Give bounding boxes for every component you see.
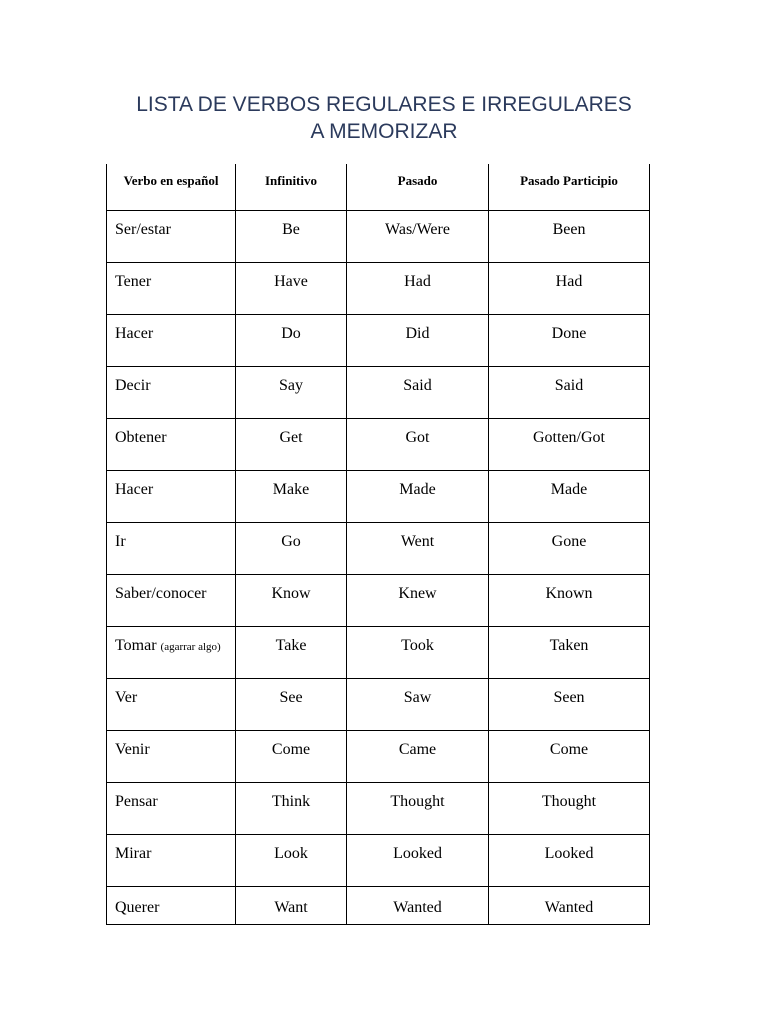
cell-infinitive: Have <box>236 262 347 314</box>
cell-past: Made <box>347 470 489 522</box>
cell-past-participle: Made <box>489 470 650 522</box>
cell-past: Looked <box>347 834 489 886</box>
cell-spanish <box>107 626 236 678</box>
cell-past: Saw <box>347 678 489 730</box>
cell-spanish: Hacer <box>107 314 236 366</box>
table-row <box>107 574 650 626</box>
cell-infinitive: Want <box>236 886 347 924</box>
cell-spanish: Querer <box>107 886 236 924</box>
cell-spanish: Pensar <box>107 782 236 834</box>
header-pasado: Pasado <box>347 164 489 210</box>
cell-past-participle: Had <box>489 262 650 314</box>
table-row <box>107 366 650 418</box>
cell-spanish: Hacer <box>107 470 236 522</box>
table-row <box>107 470 650 522</box>
cell-past: Thought <box>347 782 489 834</box>
cell-infinitive: Say <box>236 366 347 418</box>
header-pasado-participio: Pasado Participio <box>489 164 650 210</box>
table-row <box>107 886 650 924</box>
cell-past-participle: Taken <box>489 626 650 678</box>
cell-past-participle: Done <box>489 314 650 366</box>
cell-past-participle: Seen <box>489 678 650 730</box>
cell-spanish: Tener <box>107 262 236 314</box>
cell-past: Had <box>347 262 489 314</box>
table-row <box>107 834 650 886</box>
cell-spanish: Ver <box>107 678 236 730</box>
cell-infinitive: Come <box>236 730 347 782</box>
cell-spanish: Mirar <box>107 834 236 886</box>
verb-table <box>106 164 650 925</box>
cell-past: Got <box>347 418 489 470</box>
cell-spanish: Ser/estar <box>107 210 236 262</box>
cell-past: Took <box>347 626 489 678</box>
cell-infinitive: Go <box>236 522 347 574</box>
cell-spanish: Obtener <box>107 418 236 470</box>
cell-past-participle: Looked <box>489 834 650 886</box>
cell-past: Went <box>347 522 489 574</box>
cell-infinitive: Make <box>236 470 347 522</box>
cell-past-participle: Known <box>489 574 650 626</box>
cell-infinitive: Get <box>236 418 347 470</box>
cell-past: Wanted <box>347 886 489 924</box>
cell-infinitive: Take <box>236 626 347 678</box>
table-row <box>107 678 650 730</box>
header-infinitivo: Infinitivo <box>236 164 347 210</box>
cell-infinitive: Be <box>236 210 347 262</box>
cell-spanish-verb: Tomar <box>115 636 157 654</box>
table-row <box>107 626 650 678</box>
cell-past: Did <box>347 314 489 366</box>
header-verbo-espanol: Verbo en español <box>107 164 236 210</box>
cell-past-participle: Gotten/Got <box>489 418 650 470</box>
page-title <box>0 91 768 145</box>
table-row <box>107 730 650 782</box>
cell-past-participle: Been <box>489 210 650 262</box>
cell-past: Was/Were <box>347 210 489 262</box>
cell-infinitive: Think <box>236 782 347 834</box>
cell-past: Knew <box>347 574 489 626</box>
table-row <box>107 314 650 366</box>
cell-past-participle: Said <box>489 366 650 418</box>
cell-spanish: Decir <box>107 366 236 418</box>
page-title-line-1: LISTA DE VERBOS REGULARES E IRREGULARES <box>136 93 632 116</box>
cell-past: Came <box>347 730 489 782</box>
table-row <box>107 210 650 262</box>
cell-spanish: Venir <box>107 730 236 782</box>
page-title-line-2: A MEMORIZAR <box>310 120 458 143</box>
table-row <box>107 418 650 470</box>
cell-spanish-note: (agarrar algo) <box>160 640 221 653</box>
cell-spanish: Ir <box>107 522 236 574</box>
table-row <box>107 782 650 834</box>
cell-infinitive: Know <box>236 574 347 626</box>
table-row <box>107 522 650 574</box>
cell-infinitive: See <box>236 678 347 730</box>
cell-past-participle: Thought <box>489 782 650 834</box>
cell-past: Said <box>347 366 489 418</box>
cell-infinitive: Do <box>236 314 347 366</box>
cell-spanish: Saber/conocer <box>107 574 236 626</box>
cell-past-participle: Come <box>489 730 650 782</box>
cell-past-participle: Gone <box>489 522 650 574</box>
cell-infinitive: Look <box>236 834 347 886</box>
table-header-row <box>107 164 650 210</box>
table-row <box>107 262 650 314</box>
cell-past-participle: Wanted <box>489 886 650 924</box>
